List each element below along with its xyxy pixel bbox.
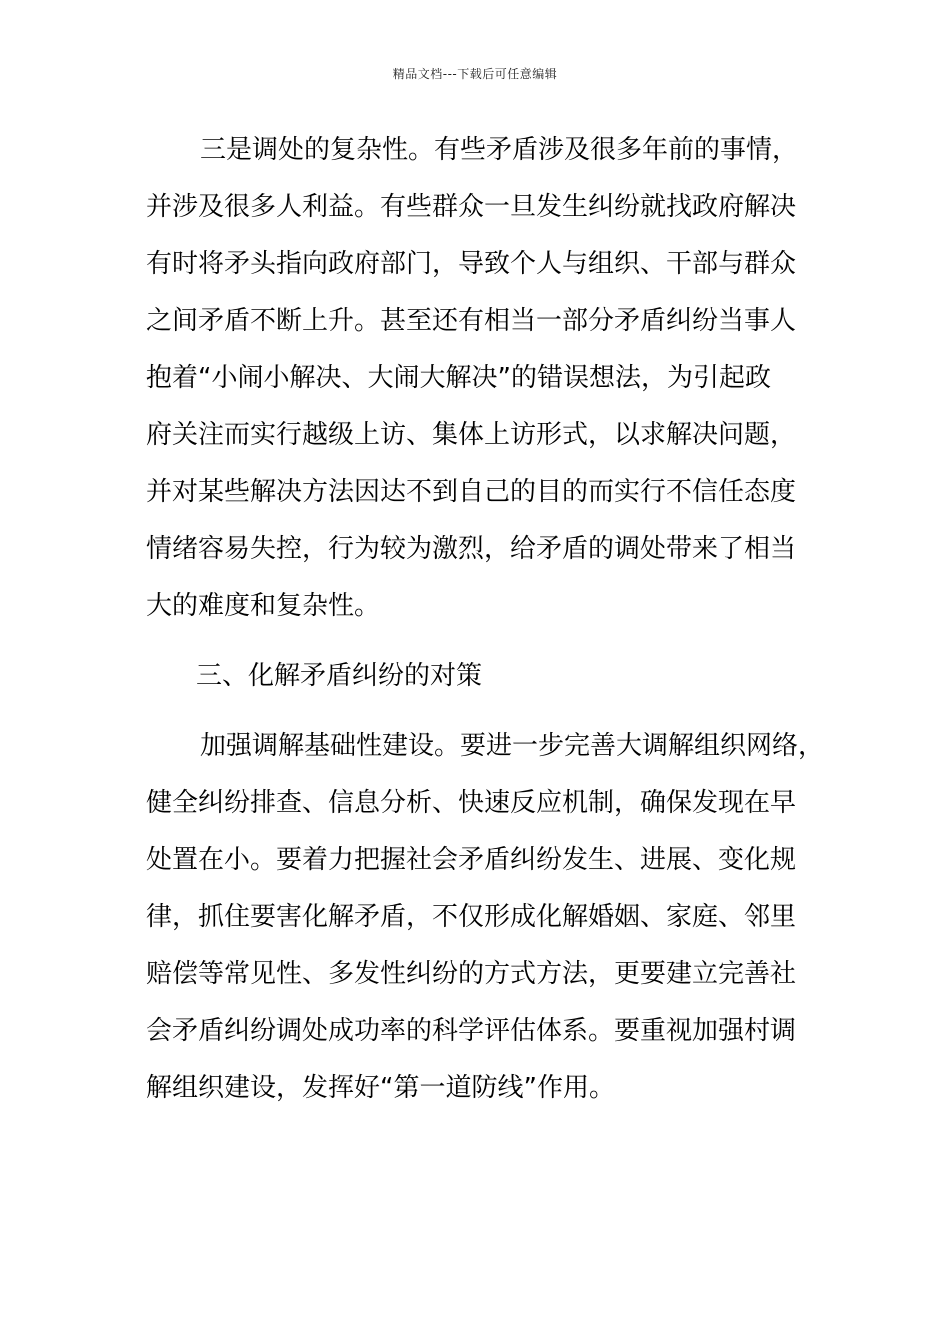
paragraph-line: 会矛盾纠纷调处成功率的科学评估体系。要重视加强村调 bbox=[146, 1016, 797, 1046]
paragraph-line: 有时将矛头指向政府部门，导致个人与组织、干部与群众 bbox=[146, 249, 797, 279]
paragraph-line: 并对某些解决方法因达不到自己的目的而实行不信任态度 bbox=[146, 477, 797, 507]
paragraph-line: 加强调解基础性建设。要进一步完善大调解组织网络， bbox=[200, 731, 825, 761]
paragraph-line: 处置在小。要着力把握社会矛盾纠纷发生、进展、变化规 bbox=[146, 845, 797, 875]
page-header: 精品文档---下载后可任意编辑 bbox=[392, 67, 558, 81]
paragraph-line: 并涉及很多人利益。有些群众一旦发生纠纷就找政府解决 bbox=[146, 192, 797, 222]
paragraph-line: 抱着“小闹小解决、大闹大解决”的错误想法，为引起政 bbox=[146, 363, 771, 393]
paragraph-line: 律，抓住要害化解矛盾，不仅形成化解婚姻、家庭、邻里 bbox=[146, 902, 797, 932]
paragraph-line: 府关注而实行越级上访、集体上访形式，以求解决问题， bbox=[146, 420, 797, 450]
paragraph-line: 解组织建设，发挥好“第一道防线”作用。 bbox=[146, 1073, 615, 1103]
paragraph-line: 之间矛盾不断上升。甚至还有相当一部分矛盾纠纷当事人 bbox=[146, 306, 797, 336]
paragraph-line: 情绪容易失控，行为较为激烈，给矛盾的调处带来了相当 bbox=[146, 534, 797, 564]
paragraph-line: 赔偿等常见性、多发性纠纷的方式方法，更要建立完善社 bbox=[146, 959, 797, 989]
paragraph-line: 大的难度和复杂性。 bbox=[146, 591, 381, 621]
paragraph-line: 健全纠纷排查、信息分析、快速反应机制，确保发现在早 bbox=[146, 788, 797, 818]
section-heading: 三、化解矛盾纠纷的对策 bbox=[196, 661, 483, 691]
paragraph-line: 三是调处的复杂性。有些矛盾涉及很多年前的事情， bbox=[200, 135, 799, 165]
